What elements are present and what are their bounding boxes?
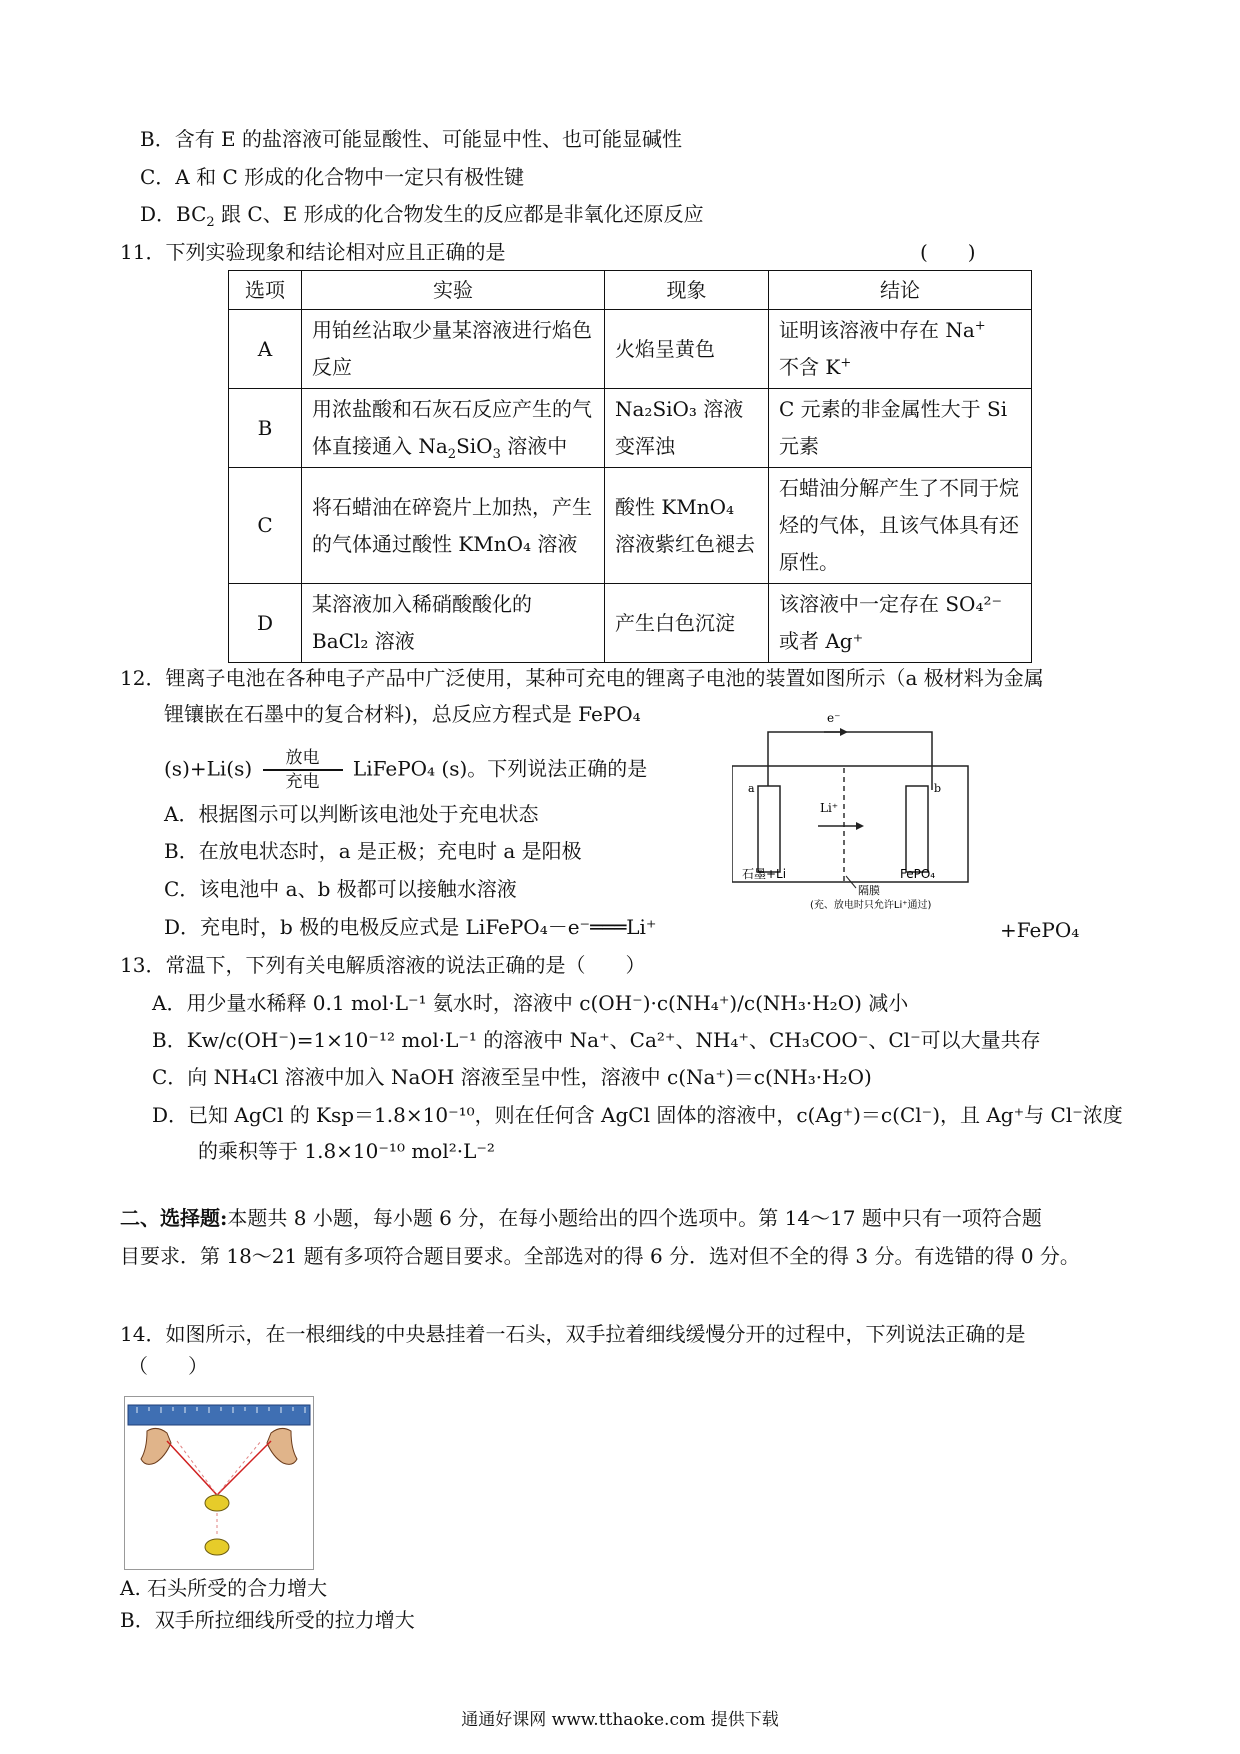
header-phenomenon: 现象 <box>605 271 769 310</box>
q14-answer-paren: （ ） <box>128 1354 208 1378</box>
stone-lower-icon <box>205 1539 229 1555</box>
reaction-condition: $\frac{\text{放电}}{\text{充电}}$ <box>263 748 343 792</box>
q12-option-b: B．在放电状态时，a 是正极；充电时 a 是阳极 <box>164 839 582 863</box>
q11-answer-paren: ( ) <box>920 240 976 264</box>
row-option: C <box>229 468 302 584</box>
table-header-row <box>229 271 1032 310</box>
label-a: a <box>748 782 755 795</box>
electrode-b <box>906 786 928 872</box>
header-experiment: 实验 <box>302 271 605 310</box>
row-conclusion: 证明该溶液中存在 Na+ 不含 K+ <box>769 310 1032 389</box>
row-conclusion: C 元素的非金属性大于 Si 元素 <box>769 389 1032 468</box>
header-conclusion: 结论 <box>769 271 1032 310</box>
q10-option-b: B．含有 E 的盐溶液可能显酸性、可能显中性、也可能显碱性 <box>140 127 683 151</box>
q13-option-b: B．Kw/c(OH⁻)=1×10⁻¹² mol·L⁻¹ 的溶液中 Na⁺、Ca²⁺、NH₄⁺、CH₃COO⁻、Cl⁻可以大量共存 <box>152 1028 1041 1052</box>
q13-option-a: A．用少量水稀释 0.1 mol·L⁻¹ 氨水时，溶液中 c(OH⁻)·c(NH₄⁺)/c(NH₃·H₂O) 减小 <box>152 991 909 1015</box>
row-conclusion: 该溶液中一定存在 SO₄²⁻ 或者 Ag⁺ <box>769 584 1032 663</box>
membrane-note: (充、放电时只允许Li⁺通过) <box>810 900 932 911</box>
row-experiment: 某溶液加入稀硝酸酸化的 BaCl₂ 溶液 <box>302 584 605 663</box>
q14-option-b: B．双手所拉细线所受的拉力增大 <box>120 1608 415 1632</box>
table-row <box>229 310 1032 389</box>
q13-stem: 13．常温下，下列有关电解质溶液的说法正确的是（ ） <box>120 953 646 977</box>
stone-icon <box>205 1495 229 1511</box>
li-ion-label: Li⁺ <box>820 801 839 815</box>
q12-option-a: A．根据图示可以判断该电池处于充电状态 <box>164 802 539 826</box>
q13-option-d-line2: 的乘积等于 1.8×10⁻¹⁰ mol²·L⁻² <box>198 1139 495 1163</box>
q12-option-c: C．该电池中 a、b 极都可以接触水溶液 <box>164 877 517 901</box>
q11-table <box>228 270 1032 663</box>
electron-label: e⁻ <box>827 711 841 725</box>
ruler-icon <box>128 1405 310 1425</box>
label-b: b <box>934 782 942 795</box>
row-option: D <box>229 584 302 663</box>
q10-option-c: C．A 和 C 形成的化合物中一定只有极性键 <box>140 165 525 189</box>
row-experiment: 用铂丝沾取少量某溶液进行焰色反应 <box>302 310 605 389</box>
table-row <box>229 468 1032 584</box>
section2-line2: 目要求．第 18～21 题有多项符合题目要求。全部选对的得 6 分．选对但不全的得 3 分。有选错的得 0 分。 <box>120 1244 1080 1268</box>
footer: 通通好课网 www.tthaoke.com 提供下载 <box>461 1710 779 1730</box>
header-option: 选项 <box>229 271 302 310</box>
q12-option-d-tail: +FePO₄ <box>1000 918 1080 942</box>
q14-option-a: A. 石头所受的合力增大 <box>120 1576 328 1600</box>
row-conclusion: 石蜡油分解产生了不同于烷烃的气体，且该气体具有还原性。 <box>769 468 1032 584</box>
section2-line1: 二、选择题:本题共 8 小题，每小题 6 分，在每小题给出的四个选项中。第 14～17 题中只有一项符合题 <box>120 1206 1042 1230</box>
string-line <box>167 1441 271 1495</box>
q13-option-c: C．向 NH₄Cl 溶液中加入 NaOH 溶液至呈中性，溶液中 c(Na⁺)＝c(NH₃·H₂O) <box>152 1065 872 1089</box>
electrode-a <box>758 786 780 872</box>
row-option: B <box>229 389 302 468</box>
q11-stem: 11．下列实验现象和结论相对应且正确的是 <box>120 240 506 264</box>
q14-stem: 14．如图所示，在一根细线的中央悬挂着一石头，双手拉着细线缓慢分开的过程中，下列说法正确的是 <box>120 1322 1026 1346</box>
row-phenomenon: 酸性 KMnO₄ 溶液紫红色褪去 <box>605 468 769 584</box>
row-phenomenon: 产生白色沉淀 <box>605 584 769 663</box>
left-electrode-label: 石墨+Li <box>742 867 787 881</box>
battery-diagram <box>732 710 972 920</box>
q12-equation: $(s)+Li(s) \frac{\text{放电}}{\text{充电}}$ LiFePO₄ (s)。下列说法正确的是 <box>164 748 648 792</box>
arrow-icon <box>856 822 864 830</box>
row-experiment: 用浓盐酸和石灰石反应产生的气体直接通入 $Na_2SiO_3$ 溶液中 <box>302 389 605 468</box>
q12-option-d: D．充电时，b 极的电极反应式是 LiFePO₄－e⁻═══Li⁺ <box>164 915 657 939</box>
table-row <box>229 584 1032 663</box>
left-hand-icon <box>141 1428 171 1464</box>
right-hand-icon <box>267 1428 297 1464</box>
row-phenomenon: Na₂SiO₃ 溶液变浑浊 <box>605 389 769 468</box>
membrane-label: 隔膜 <box>858 884 880 897</box>
q12-stem-line2: 锂镶嵌在石墨中的复合材料)，总反应方程式是 FePO₄ <box>164 702 641 726</box>
table-row <box>229 389 1032 468</box>
row-option: A <box>229 310 302 389</box>
hanging-stone-figure <box>124 1396 314 1570</box>
q13-option-d-line1: D．已知 AgCl 的 Ksp＝1.8×10⁻¹⁰，则在任何含 AgCl 固体的溶液中，c(Ag⁺)＝c(Cl⁻)，且 Ag⁺与 Cl⁻浓度 <box>152 1103 1123 1127</box>
q10-option-d: D．$BC_2$ 跟 C、E 形成的化合物发生的反应都是非氧化还原反应 <box>140 202 704 230</box>
q12-stem-line1: 12．锂离子电池在各种电子产品中广泛使用，某种可充电的锂离子电池的装置如图所示（a 极材料为金属 <box>120 666 1044 690</box>
row-phenomenon: 火焰呈黄色 <box>605 310 769 389</box>
row-experiment: 将石蜡油在碎瓷片上加热，产生的气体通过酸性 KMnO₄ 溶液 <box>302 468 605 584</box>
right-electrode-label: FePO₄ <box>900 867 936 881</box>
